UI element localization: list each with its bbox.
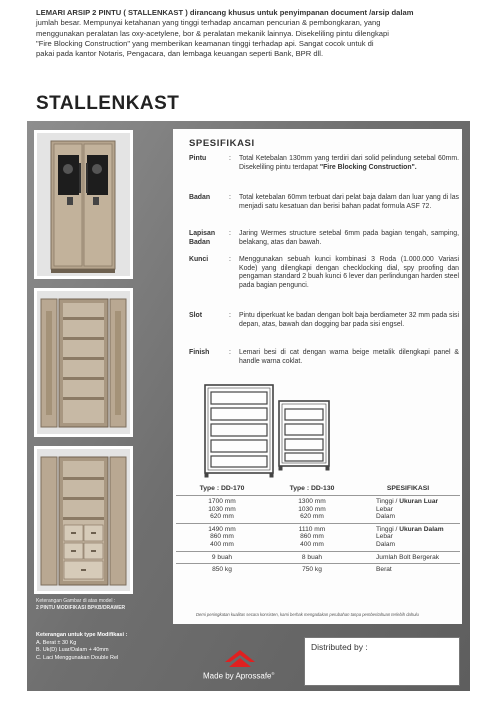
intro-paragraph (36, 8, 476, 59)
col-header-spec: SPESIFIKASI (386, 485, 430, 492)
spec-label: Lapisan (189, 230, 216, 237)
made-by-label: Made by Aprossafe® (203, 671, 275, 681)
spec-row-badan: Badan : Total ketebalan 60mm terbuat dari pelat baja dalam dan luar yang di las menjadi satu kesatuan dan berisi bahan padat formula ASF 72. (189, 194, 459, 210)
spec-label: Pintu (189, 155, 207, 162)
cell: 1110 mm 860 mm 400 mm (268, 523, 356, 551)
cell: 1300 mm 1030 mm 620 mm (268, 496, 356, 524)
spec-label: Kunci (189, 256, 209, 263)
spec-label: Finish (189, 349, 210, 356)
distributor-box (304, 637, 460, 686)
cell: Jumlah Bolt Bergerak (356, 551, 460, 564)
dimension-table (176, 484, 460, 576)
caption-line-1: Keterangan Gambar di atas model : (36, 598, 116, 604)
modification-b: B. Uk(D) Luar/Dalam + 40mm (36, 647, 109, 653)
spec-text-bold: "Fire Blocking Construction". (319, 163, 417, 171)
spec-text: Lemari besi di cat dengan warna beige metalik dilengkapi panel & handle warna coklat. (239, 349, 459, 365)
intro-line-2: jumlah besar. Mempunyai ketahanan yang tinggi terhadap ancaman pencurian & pembongkaran, yang (36, 18, 381, 28)
safe-open-shelves-photo (34, 288, 133, 437)
table-row (176, 551, 460, 564)
photo-caption (36, 598, 125, 611)
cell: 850 kg (176, 564, 268, 576)
modification-notes (36, 632, 127, 662)
disclaimer: Demi peningkatan kualitas secara konsisten, kami berhak mengadakan perubahan tanpa pemberitahuan terlebih dahulu (196, 612, 419, 617)
caption-line-2: 2 PINTU MODIFIKASI BPKB/DRAWER (36, 604, 126, 611)
col-header-dd170: Type : DD-170 (199, 485, 245, 492)
dd130-schematic (277, 399, 331, 471)
spec-label-2: Badan (189, 238, 211, 246)
spec-text: Total ketebalan 60mm terbuat dari pelat baja dalam dan luar yang di las menjadi satu kesatuan dan berisi bahan padat formula ASF 72. (239, 194, 459, 210)
table-row (176, 564, 460, 576)
spec-row-kunci: Kunci : Menggunakan sebuah kunci kombinasi 3 Roda (1.000.000 Variasi Kode) yang dilengkapi dengan checklocking dial, spy proofing dan pengaman standard 2 buah kunci 6 lever dan perlindungan harden steel pada bagian pengunci. (189, 256, 459, 290)
col-header-dd130: Type : DD-130 (289, 485, 335, 492)
intro-line-5: pakai pada kantor Notaris, Pengacara, dan lembaga keuangan seperti Bank, BPR dll. (36, 49, 324, 59)
cell: 1490 mm 860 mm 400 mm (176, 523, 268, 551)
dd170-schematic (203, 383, 275, 478)
spec-text: Menggunakan sebuah kunci kombinasi 3 Roda (1.000.000 Variasi Kode) yang dilengkapi dengan checklocking dial, spy proofing dan pengaman standard 2 buah kunci 6 lever dan perlindungan harden steel pada bagian pengunci. (239, 256, 459, 290)
modification-a: A. Berat ± 30 Kg (36, 639, 77, 646)
safe-closed-photo (34, 130, 133, 279)
spec-label: Badan (189, 194, 211, 201)
table-row: 1490 mm 860 mm 400 mm 1110 mm 860 mm 400 mm Tinggi / Ukuran Dalam Lebar Dalam (176, 523, 460, 551)
spec-text: Jaring Wermes structure setebal 6mm pada bagian tengah, samping, belakang, atas dan bawah. (239, 230, 459, 246)
modification-c: C. Laci Menggunakan Double Rel (36, 654, 119, 661)
spec-row-pintu: Pintu : Total Ketebalan 130mm yang terdiri dari solid pelindung setebal 60mm. Disekeliling pintu terdapat "Fire Blocking Construction". (189, 155, 459, 171)
page-title: STALLENKAST (36, 93, 180, 114)
intro-line-3: menggunakan peralatan las oxy-acetylene, bor & peralatan mekanik lainnya. Disekeliling pintu dilengkapi (36, 28, 389, 38)
table-row: 1700 mm 1030 mm 620 mm 1300 mm 1030 mm 620 mm Tinggi / Ukuran Luar Lebar Dalam (176, 496, 460, 524)
distributor-label: Distributed by : (311, 642, 368, 652)
cell: 8 buah (268, 551, 356, 564)
safe-open-drawers-photo (34, 446, 133, 594)
spec-heading: SPESIFIKASI (189, 138, 255, 149)
cell: 750 kg (268, 564, 356, 576)
modification-title: Keterangan untuk type Modifikasi : (36, 632, 128, 638)
intro-line-4: "Fire Blocking Construction" yang memberikan keamanan tinggi terhadap api. Sangat cocok untuk di (36, 38, 374, 48)
spec-row-lapisan: Lapisan Badan : Jaring Wermes structure setebal 6mm pada bagian tengah, samping, belakang, atas dan bawah. (189, 230, 459, 246)
spec-label: Slot (189, 312, 203, 319)
spec-text: Total Ketebalan 130mm yang terdiri dari solid pelindung setebal 60mm. Disekeliling pintu terdapat (239, 155, 459, 171)
spec-text: Pintu diperkuat ke badan dengan bolt baja berdiameter 32 mm pada sisi depan, atas, bawah dan dogging bar pada sisi engsel. (239, 312, 459, 328)
spec-row-slot: Slot : Pintu diperkuat ke badan dengan bolt baja berdiameter 32 mm pada sisi depan, atas, bawah dan dogging bar pada sisi engsel. (189, 312, 459, 328)
cell: 1700 mm 1030 mm 620 mm (176, 496, 268, 524)
intro-line-1: LEMARI ARSIP 2 PINTU ( STALLENKAST ) dirancang khusus untuk penyimpanan document /arsip dalam (36, 8, 414, 17)
cell: Berat (356, 564, 460, 576)
cell: 9 buah (176, 551, 268, 564)
spec-row-finish: Finish : Lemari besi di cat dengan warna beige metalik dilengkapi panel & handle warna coklat. (189, 349, 459, 365)
